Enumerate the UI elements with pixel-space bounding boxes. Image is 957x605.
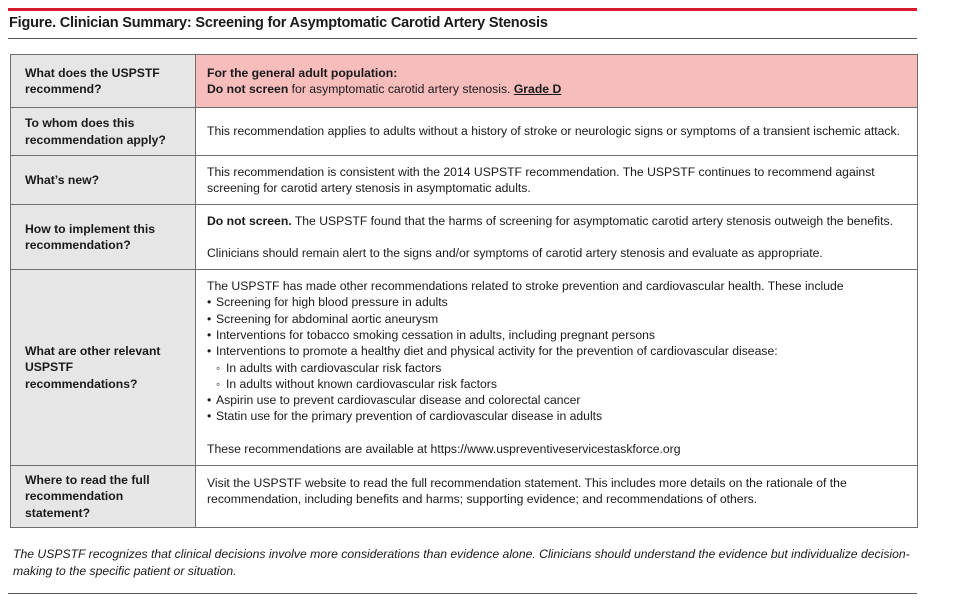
population-label: For the general adult population: xyxy=(207,65,398,80)
table-row xyxy=(11,156,918,205)
top-accent-bar xyxy=(8,8,917,11)
table-row xyxy=(11,466,918,528)
clinician-alert-paragraph: Clinicians should remain alert to the signs and/or symptoms of carotid artery stenosis and evaluate as appropriate. xyxy=(207,246,823,260)
row-question: Where to read the full recommendation statement? xyxy=(11,466,196,528)
website-reference: These recommendations are available at https://www.uspreventiveservicestaskforce.org xyxy=(207,441,681,456)
list-item: • Statin use for the primary prevention of cardiovascular disease in adults xyxy=(207,408,907,424)
sub-list-item: ◦ In adults without known cardiovascular risk factors xyxy=(216,376,907,392)
table-row xyxy=(11,205,918,270)
implementation-text: The USPSTF found that the harms of screening for asymptomatic carotid artery stenosis outweigh the benefits. xyxy=(291,213,893,228)
recommendation-text: for asymptomatic carotid artery stenosis. xyxy=(288,82,514,96)
footnote: The USPSTF recognizes that clinical decisions involve more considerations than evidence alone. Clinicians should understand the evidence but individualize decision-making to the specific patient or situation. xyxy=(13,547,910,578)
related-recommendations-list xyxy=(207,294,907,424)
implementation-lead: Do not screen. xyxy=(207,213,292,228)
recommendation-line xyxy=(207,81,907,97)
table-row xyxy=(11,55,918,108)
grade-link[interactable]: Grade D xyxy=(513,82,562,96)
table-row xyxy=(11,108,918,156)
do-not-screen-text: Do not screen xyxy=(207,82,289,96)
table-row xyxy=(11,270,918,466)
row-question: What does the USPSTF recommend? xyxy=(11,55,196,108)
figure-title: Figure. Clinician Summary: Screening for Asymptomatic Carotid Artery Stenosis xyxy=(9,15,548,31)
title-divider xyxy=(8,38,917,39)
implementation-paragraph xyxy=(207,213,907,229)
list-item: • Aspirin use to prevent cardiovascular disease and colorectal cancer xyxy=(207,392,907,408)
row-answer: This recommendation is consistent with the 2014 USPSTF recommendation. The USPSTF continues to recommend against screening for carotid artery stenosis in asymptomatic adults. xyxy=(196,156,918,205)
list-item xyxy=(207,343,907,392)
row-answer xyxy=(196,55,918,108)
clinician-summary-table xyxy=(10,54,918,528)
row-answer xyxy=(196,205,918,270)
list-item-text: Interventions to promote a healthy diet and physical activity for the prevention of cardiovascular disease: xyxy=(216,344,778,359)
sub-list xyxy=(216,360,907,393)
related-intro: The USPSTF has made other recommendations related to stroke prevention and cardiovascular health. These include xyxy=(207,279,844,294)
row-question: What’s new? xyxy=(11,156,196,205)
list-item: • Screening for abdominal aortic aneurysm xyxy=(207,311,907,327)
row-answer xyxy=(196,270,918,466)
row-question: How to implement this recommendation? xyxy=(11,205,196,270)
bottom-divider xyxy=(8,593,917,594)
row-answer: This recommendation applies to adults without a history of stroke or neurologic signs or symptoms of a transient ischemic attack. xyxy=(196,108,918,156)
row-question: What are other relevant USPSTF recommendations? xyxy=(11,270,196,466)
list-item: • Screening for high blood pressure in adults xyxy=(207,294,907,310)
row-question: To whom does this recommendation apply? xyxy=(11,108,196,156)
sub-list-item: ◦ In adults with cardiovascular risk factors xyxy=(216,360,907,376)
list-item: • Interventions for tobacco smoking cessation in adults, including pregnant persons xyxy=(207,327,907,343)
row-answer: Visit the USPSTF website to read the full recommendation statement. This includes more details on the rationale of the recommendation, including benefits and harms; supporting evidence; and recommendations of others. xyxy=(196,466,918,528)
